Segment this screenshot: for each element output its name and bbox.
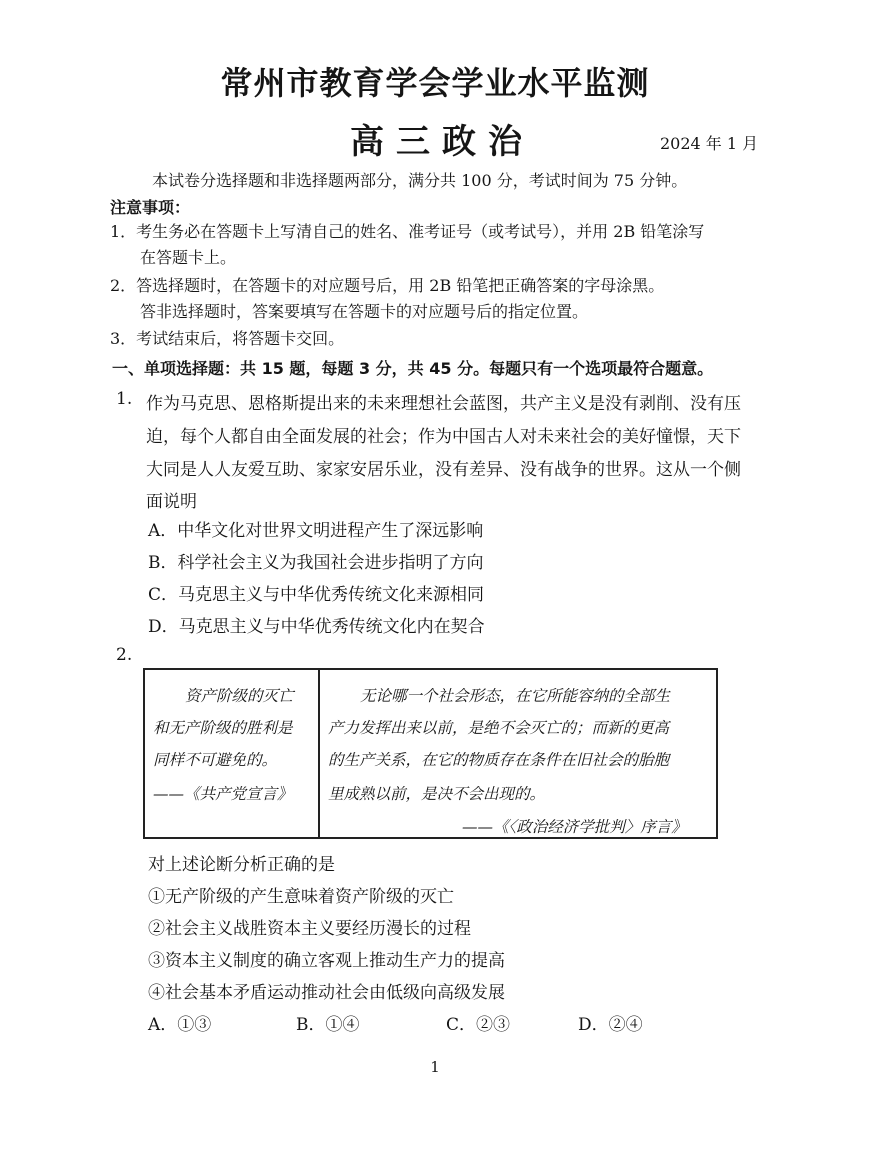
question-stem-line: 迫，每个人都自由全面发展的社会；作为中国古人对未来社会的美好憧憬，天下: [146, 427, 741, 447]
question-number: 2.: [116, 645, 133, 665]
exam-date: 2024 年 1 月: [660, 134, 759, 153]
right-quote-line: 产力发挥出来以前，是绝不会灭亡的；而新的更高: [328, 719, 670, 737]
right-quote-line: 无论哪一个社会形态，在它所能容纳的全部生: [360, 687, 671, 705]
option-a[interactable]: A．中华文化对世界文明进程产生了深远影响: [148, 521, 484, 541]
notice-item-2: 2．答选择题时，在答题卡的对应题号后，用 2B 铅笔把正确答案的字母涂黑。: [110, 276, 665, 295]
question-stem-line: 面说明: [146, 492, 197, 512]
section-heading: 一、单项选择题：共 15 题，每题 3 分，共 45 分。每题只有一个选项最符合题意。: [112, 359, 714, 378]
exam-intro: 本试卷分选择题和非选择题两部分，满分共 100 分，考试时间为 75 分钟。: [152, 171, 688, 190]
question-stem-line: 大同是人人友爱互助、家家安居乐业，没有差异、没有战争的世界。这从一个侧: [146, 460, 741, 480]
exam-subject: 高三政治: [350, 122, 534, 162]
left-quote-line: 资产阶级的灭亡: [185, 687, 294, 705]
question-number: 1.: [116, 389, 133, 409]
statement-3: ③资本主义制度的确立客观上推动生产力的提高: [148, 951, 505, 971]
right-quote-line: 里成熟以前，是决不会出现的。: [328, 785, 546, 803]
left-quote-source: ——《共产党宣言》: [153, 785, 293, 803]
option-b[interactable]: B．①④: [296, 1015, 360, 1035]
question-stem-line: 作为马克思、恩格斯提出来的未来理想社会蓝图，共产主义是没有剥削、没有压: [146, 394, 741, 414]
option-d[interactable]: D．马克思主义与中华优秀传统文化内在契合: [148, 617, 485, 637]
notice-item-2-cont: 答非选择题时，答案要填写在答题卡的对应题号后的指定位置。: [140, 302, 589, 321]
right-quote-line: 的生产关系，在它的物质存在条件在旧社会的胎胞: [328, 751, 670, 769]
notice-item-1: 1．考生务必在答题卡上写清自己的姓名、准考证号（或考试号），并用 2B 铅笔涂写: [110, 222, 705, 241]
option-b[interactable]: B．科学社会主义为我国社会进步指明了方向: [148, 553, 484, 573]
statement-2: ②社会主义战胜资本主义要经历漫长的过程: [148, 919, 471, 939]
option-c[interactable]: C．②③: [446, 1015, 511, 1035]
notice-item-1-cont: 在答题卡上。: [140, 248, 237, 267]
notice-item-3: 3．考试结束后，将答题卡交回。: [110, 329, 345, 348]
statement-4: ④社会基本矛盾运动推动社会由低级向高级发展: [148, 983, 505, 1003]
quote-table: [143, 668, 718, 839]
quote-divider: [318, 670, 320, 837]
option-a[interactable]: A．①③: [148, 1015, 212, 1035]
left-quote-line: 同样不可避免的。: [153, 751, 278, 769]
page-number: 1: [430, 1058, 440, 1076]
right-quote-source: ——《〈政治经济学批判〉序言》: [462, 818, 687, 836]
option-d[interactable]: D．②④: [578, 1015, 643, 1035]
statement-1: ①无产阶级的产生意味着资产阶级的灭亡: [148, 887, 454, 907]
left-quote-line: 和无产阶级的胜利是: [153, 719, 293, 737]
notice-heading: 注意事项：: [110, 198, 191, 217]
exam-title: 常州市教育学会学业水平监测: [220, 64, 650, 102]
question-prompt: 对上述论断分析正确的是: [148, 855, 335, 875]
option-c[interactable]: C．马克思主义与中华优秀传统文化来源相同: [148, 585, 485, 605]
